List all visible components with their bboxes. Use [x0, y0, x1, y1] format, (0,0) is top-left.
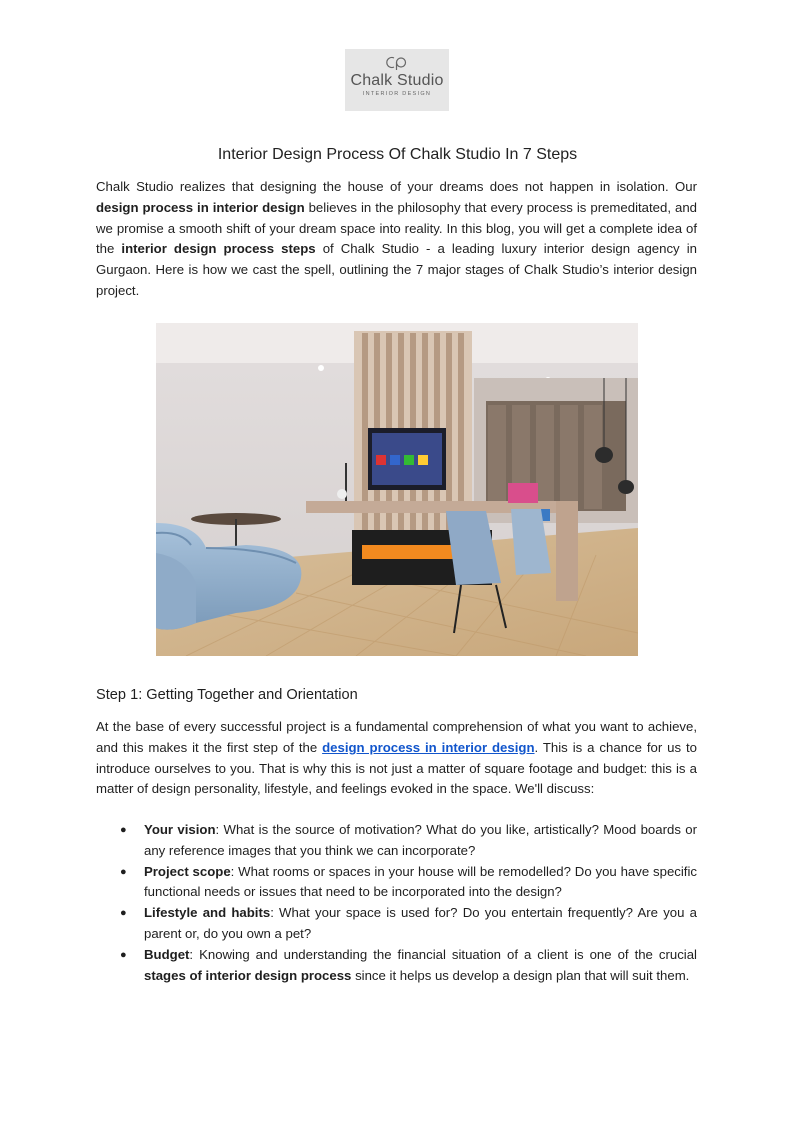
- interior-illustration: [156, 323, 638, 656]
- bold-phrase: interior design process steps: [121, 241, 316, 257]
- list-item: ● Lifestyle and habits: What your space is used for? Do you entertain frequently? Are you a parent or, do you own a pet?: [120, 905, 697, 941]
- logo-tagline: INTERIOR DESIGN: [362, 91, 432, 97]
- page-title: Interior Design Process Of Chalk Studio In 7 Steps: [217, 146, 578, 163]
- intro-paragraph: Chalk Studio realizes that designing the house of your dreams does not happen in isolation. Our design process in interior design believes in the philosophy that every process is premeditated, and we promise a smooth shift of your dream space into reality. In this blog, you will get a complete idea of the interior design process steps of Chalk Studio - a leading luxury interior design agency in Gurgaon. Here is how we cast the spell, outlining the 7 major stages of Chalk Studio’s interior design project.: [96, 179, 697, 298]
- design-process-link[interactable]: design process in interior design: [322, 739, 535, 755]
- step-1-heading: Step 1: Getting Together and Orientation: [96, 687, 358, 703]
- logo-name: Chalk Studio: [350, 72, 444, 89]
- bullet-icon: ●: [120, 865, 127, 878]
- step-1-paragraph: At the base of every successful project is a fundamental comprehension of what you want to achieve, and this makes it the first step of the design process in interior design. This is a chance for us to introduce ourselves to you. That is why this is not just a matter of square footage and budget: this is a matter of design personality, lifestyle, and feelings evoked in the space. We'll discuss:: [96, 719, 697, 797]
- brand-logo: [345, 49, 449, 111]
- bullet-icon: ●: [120, 824, 127, 836]
- list-item: ● Budget: Knowing and understanding the financial situation of a client is one of the crucial stages of interior design process since it helps us develop a design plan that will suit them.: [120, 946, 697, 983]
- bullet-icon: ●: [120, 907, 127, 920]
- discussion-list: [96, 820, 697, 986]
- bold-phrase: design process in interior design: [96, 199, 305, 215]
- interior-photo: [156, 323, 638, 656]
- bullet-icon: ●: [120, 948, 127, 961]
- chalk-studio-logo-icon: [382, 55, 412, 71]
- list-item: ● Project scope: What rooms or spaces in your house will be remodelled? Do you have specific functional needs or issues that need to be incorporated into the design?: [120, 863, 697, 900]
- list-item: ● Your vision: What is the source of motivation? What do you like, artistically? Mood boards or any reference images that you think we can incorporate?: [120, 822, 697, 858]
